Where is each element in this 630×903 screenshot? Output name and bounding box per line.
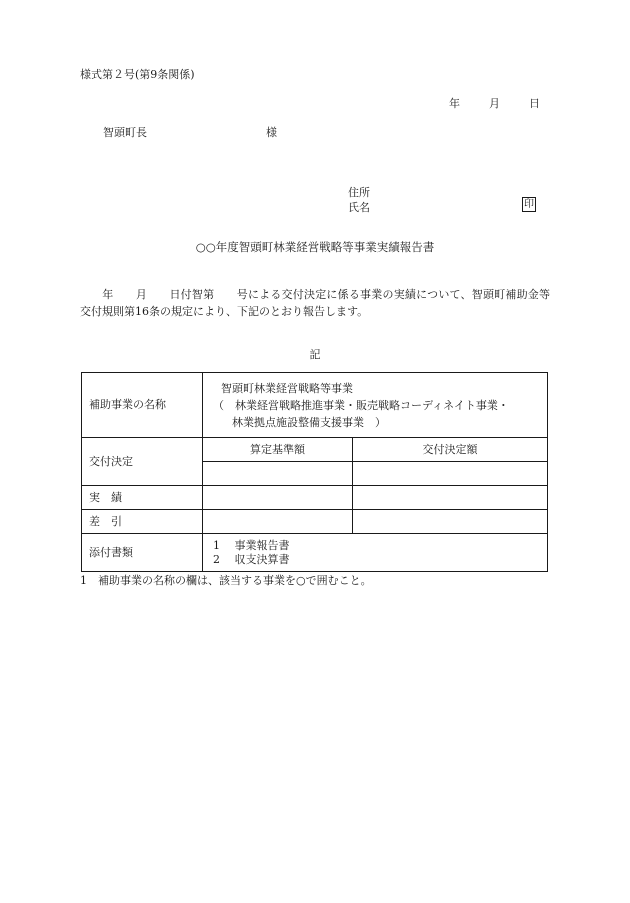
difference-row — [82, 510, 548, 534]
project-options-line1: （ 林業経営戦略推進事業・販売戦略コーディネイト事業・ — [213, 398, 509, 412]
difference-grant-value[interactable] — [353, 510, 548, 534]
attachment-item: 1 事業報告書 — [213, 538, 290, 552]
ki-heading: 記 — [309, 348, 321, 361]
actual-label: 実 績 — [82, 486, 203, 510]
address-label: 住所 — [348, 186, 370, 199]
date-line — [449, 95, 540, 111]
report-table — [81, 372, 548, 572]
project-options-line2: 林業拠点施設整備支援事業 ） — [232, 415, 386, 429]
footnote: 1 補助事業の名称の欄は、該当する事業を○で囲むこと。 — [80, 574, 372, 587]
date-day: 日 — [529, 97, 540, 110]
body-text: 年 月 日付智第 号による交付決定に係る事業の実績について、智頭町補助金等交付規則第16条の規定により、下記のとおり報告します。 — [80, 288, 550, 318]
project-name-row — [82, 373, 548, 438]
grant-amount-header: 交付決定額 — [353, 438, 548, 462]
seal-box: 印 — [524, 199, 534, 210]
difference-calc-value[interactable] — [203, 510, 353, 534]
document-title: ○○年度智頭町林業経営戦略等事業実績報告書 — [195, 240, 435, 254]
grant-amount-value[interactable] — [353, 462, 548, 486]
addressee — [103, 124, 277, 140]
attachments-row — [82, 534, 548, 572]
attachment-item: 2 収支決算書 — [213, 552, 290, 566]
actual-calc-value[interactable] — [203, 486, 353, 510]
body-paragraph — [80, 286, 550, 320]
attachments-label: 添付書類 — [82, 534, 203, 572]
difference-label: 差 引 — [82, 510, 203, 534]
project-name-value: 智頭町林業経営戦略等事業 — [221, 381, 353, 395]
date-month: 月 — [489, 97, 500, 110]
actual-grant-value[interactable] — [353, 486, 548, 510]
project-name-cell — [203, 373, 548, 438]
addressee-honorific: 様 — [266, 126, 277, 139]
date-year: 年 — [449, 97, 460, 110]
project-name-label: 補助事業の名称 — [82, 373, 203, 438]
form-number: 様式第２号(第9条関係) — [80, 68, 195, 81]
calc-base-value[interactable] — [203, 462, 353, 486]
actual-row — [82, 486, 548, 510]
addressee-name: 智頭町長 — [103, 126, 147, 139]
grant-decision-label: 交付決定 — [82, 438, 203, 486]
name-label: 氏名 — [348, 201, 370, 214]
grant-decision-header-row — [82, 438, 548, 462]
calc-base-header: 算定基準額 — [203, 438, 353, 462]
attachments-cell — [203, 534, 548, 572]
